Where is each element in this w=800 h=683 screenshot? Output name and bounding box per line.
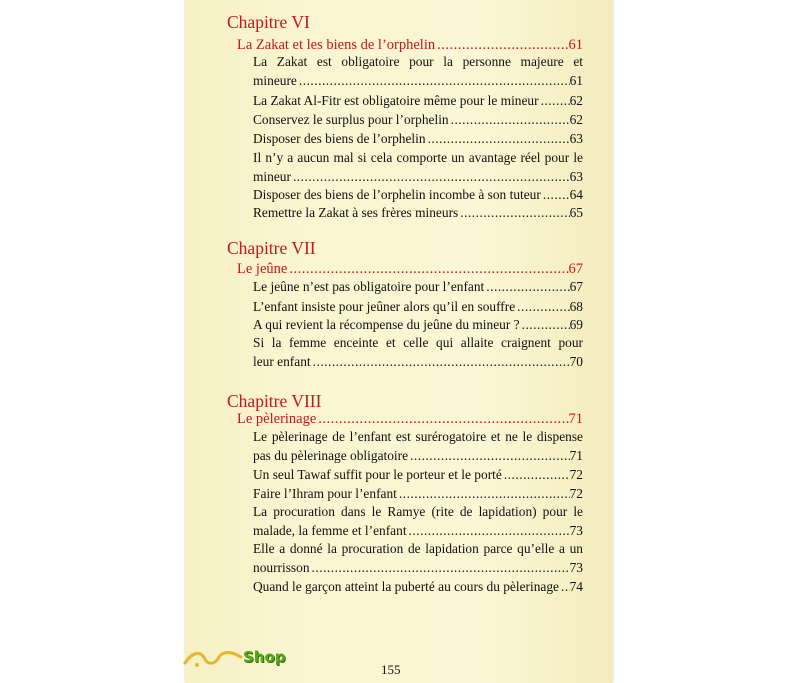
toc-entry (253, 485, 583, 504)
page-ref: 63 (569, 131, 583, 146)
section-title: Le jeûne (237, 261, 288, 277)
book-page (185, 0, 613, 683)
leader-dots (449, 111, 570, 130)
leader-dots (291, 168, 570, 187)
entry-text: pas du pèlerinage obligatoire (253, 447, 409, 463)
section-title: Le pèlerinage (237, 411, 317, 427)
entry-text: Le jeûne n’est pas obligatoire pour l’enfant (253, 279, 485, 294)
logo-text: Shop (243, 648, 286, 666)
page-ref: 62 (569, 112, 583, 127)
toc-entry (253, 111, 583, 130)
leader-dots (397, 485, 570, 504)
page-ref: 62 (569, 93, 583, 108)
page-ref: 63 (569, 168, 583, 184)
entry-line: La procuration dans le Ramye (rite de lapidation) pour le (253, 504, 583, 519)
entry-text: Faire l’Ihram pour l’enfant (253, 486, 397, 501)
leader-dots (316, 411, 568, 428)
shop-logo (183, 645, 293, 680)
leader-dots (520, 316, 570, 335)
leader-dots (515, 298, 569, 317)
page-ref: 73 (569, 559, 583, 575)
toc-entry (253, 149, 583, 187)
swirl-icon (183, 645, 243, 675)
leader-dots (435, 37, 568, 54)
page-number: 155 (381, 662, 401, 677)
page-ref: 67 (568, 261, 583, 277)
section-entry (237, 261, 583, 278)
leader-dots (297, 72, 570, 91)
entry-text: Un seul Tawaf suffit pour le porteur et le porté (253, 467, 502, 482)
page-ref: 67 (569, 279, 583, 294)
toc-entry (253, 186, 583, 205)
entry-text: malade, la femme et l’enfant (253, 522, 407, 538)
toc-entry (253, 316, 583, 335)
page-ref: 73 (569, 522, 583, 538)
section-title: La Zakat et les biens de l’orphelin (237, 37, 436, 53)
toc-entry (253, 334, 583, 372)
leader-dots (407, 522, 570, 541)
page-ref: 69 (569, 317, 583, 332)
page-ref: 74 (569, 579, 583, 594)
toc-entry (253, 130, 583, 149)
chapter-title: Chapitre VII (227, 238, 316, 258)
entry-text: leur enfant (253, 353, 311, 369)
page-ref: 72 (569, 467, 583, 482)
leader-dots (426, 130, 570, 149)
toc-entry (253, 428, 583, 466)
entry-line: La Zakat est obligatoire pour la personne majeure et (253, 54, 583, 69)
page-ref: 61 (569, 72, 583, 88)
entry-text: Conservez le surplus pour l’orphelin (253, 112, 449, 127)
leader-dots (559, 578, 570, 597)
entry-text: L’enfant insiste pour jeûner alors qu’il en souffre (253, 299, 516, 314)
toc-entry (253, 204, 583, 223)
entry-text: Disposer des biens de l’orphelin (253, 131, 426, 146)
toc-entry (253, 503, 583, 541)
entry-text: Disposer des biens de l’orphelin incombe à son tuteur (253, 187, 541, 202)
entry-text: mineur (253, 168, 291, 184)
page-ref: 68 (569, 299, 583, 314)
chapter-title: Chapitre VI (227, 12, 310, 32)
page-ref: 61 (568, 37, 583, 53)
entry-text: Quand le garçon atteint la puberté au cours du pèlerinage (253, 579, 559, 594)
toc-entry (253, 92, 583, 111)
entry-text: La Zakat Al-Fitr est obligatoire même pour le mineur (253, 93, 539, 108)
page-ref: 71 (569, 447, 583, 463)
leader-dots (541, 186, 570, 205)
toc-entry (253, 578, 583, 597)
watermark: ​ (356, 65, 394, 123)
toc-entry (253, 466, 583, 485)
leader-dots (502, 466, 570, 485)
leader-dots (408, 447, 570, 466)
leader-dots (311, 353, 570, 372)
toc-entry (253, 278, 583, 297)
toc-entry (253, 298, 583, 317)
page-ref: 71 (568, 411, 583, 427)
entry-text: A qui revient la récompense du jeûne du mineur ? (253, 317, 520, 332)
entry-line: Si la femme enceinte et celle qui allaite craignent pour (253, 335, 583, 350)
leader-dots (287, 261, 568, 278)
entry-line: Il n’y a aucun mal si cela comporte un avantage réel pour le (253, 150, 583, 165)
page-ref: 72 (569, 486, 583, 501)
entry-text: Remettre la Zakat à ses frères mineurs (253, 205, 459, 220)
leader-dots (539, 92, 570, 111)
page-ref: 64 (569, 187, 583, 202)
section-entry (237, 37, 583, 54)
toc-entry (253, 53, 583, 91)
chapter-title: Chapitre VIII (227, 391, 322, 411)
leader-dots (310, 559, 570, 578)
entry-line: Elle a donné la procuration de lapidation parce qu’elle a un (253, 541, 583, 556)
entry-text: nourrisson (253, 559, 310, 575)
leader-dots (484, 278, 569, 297)
section-entry (237, 411, 583, 428)
page-ref: 70 (569, 353, 583, 369)
toc-entry (253, 540, 583, 578)
entry-text: mineure (253, 72, 297, 88)
entry-line: Le pèlerinage de l’enfant est surérogatoire et ne le dispense (253, 429, 583, 444)
page-ref: 65 (569, 205, 583, 220)
leader-dots (458, 204, 569, 223)
